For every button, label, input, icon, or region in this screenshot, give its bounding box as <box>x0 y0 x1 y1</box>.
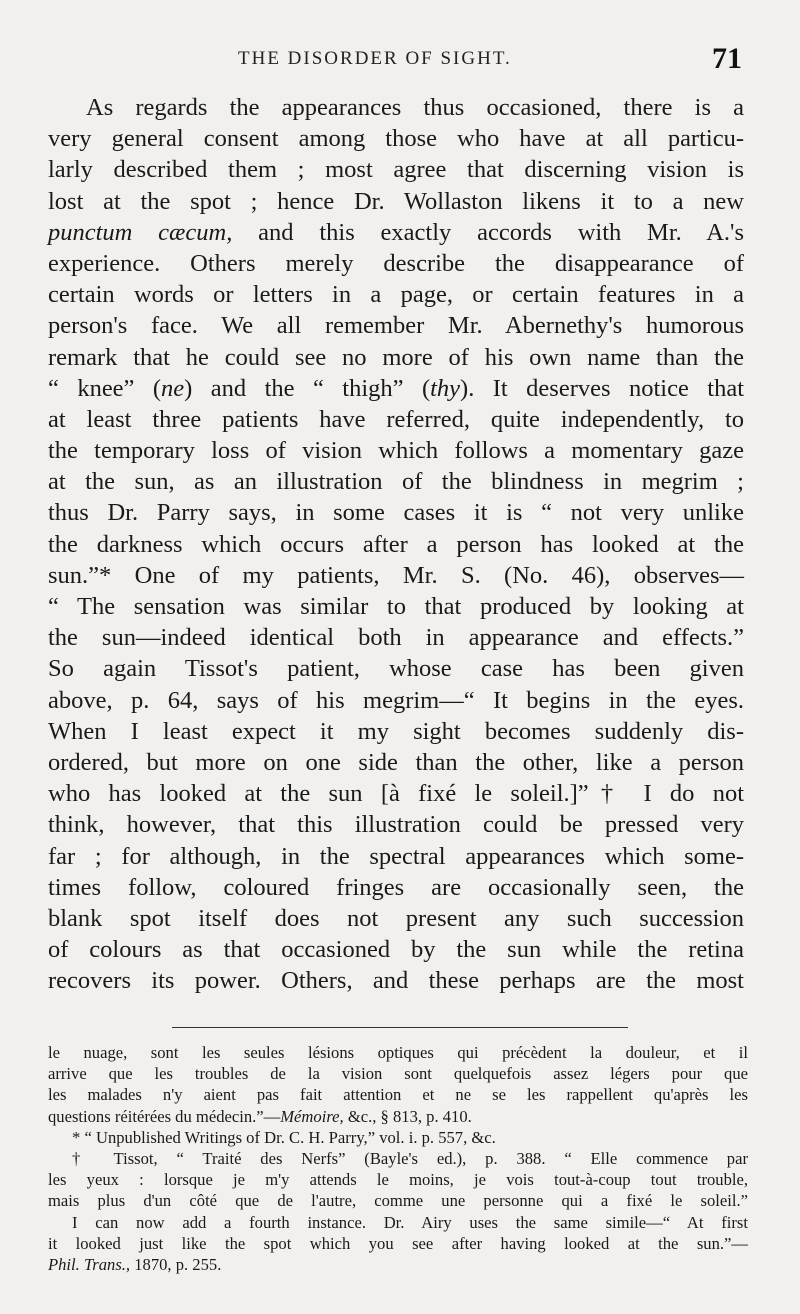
body-line <box>48 248 744 279</box>
footnote-line <box>48 1084 748 1105</box>
body-line <box>48 466 744 497</box>
text-segment: remark that he could see no more of his own name than the <box>48 343 744 371</box>
footnote-line <box>48 1148 748 1169</box>
body-line <box>48 778 744 809</box>
footnote-line <box>48 1106 748 1127</box>
body-line <box>48 92 744 123</box>
page-header <box>0 42 800 82</box>
text-segment: When I least expect it my sight becomes suddenly dis- <box>48 717 744 745</box>
text-segment: and this exactly accords with Mr. A.'s <box>232 218 744 246</box>
body-line <box>48 154 744 185</box>
footnote-line <box>48 1169 748 1190</box>
text-segment: &c., § 813, p. 410. <box>343 1106 472 1126</box>
text-segment: the temporary loss of vision which follows a momentary gaze <box>48 437 744 465</box>
text-segment: les malades n'y aient pas fait attention et ne se les rappellent qu'après les <box>48 1085 748 1105</box>
body-line <box>48 435 744 466</box>
body-line <box>48 404 744 435</box>
text-segment: 1870, p. 255. <box>130 1254 222 1274</box>
body-line <box>48 342 744 373</box>
body-line <box>48 965 744 996</box>
body-line <box>48 529 744 560</box>
text-segment: So again Tissot's patient, whose case has been given <box>48 655 744 683</box>
text-segment: ordered, but more on one side than the other, like a person <box>48 748 744 776</box>
italic-text: punctum cæcum, <box>48 218 233 246</box>
text-segment: recovers its power. Others, and these perhaps are the most <box>48 967 744 995</box>
text-segment: * “ Unpublished Writings of Dr. C. H. Parry,” vol. i. p. 557, &c. <box>72 1127 496 1147</box>
text-segment: ) and the “ thigh” ( <box>184 374 431 402</box>
body-line <box>48 685 744 716</box>
italic-text: Phil. Trans., <box>48 1254 131 1274</box>
text-segment: les yeux : lorsque je m'y attends le moins, je vois tout-à-coup tout trouble, <box>48 1170 748 1190</box>
text-segment: blank spot itself does not present any such succession <box>48 904 744 932</box>
text-segment: questions réitérées du médecin.”— <box>48 1106 281 1126</box>
body-line <box>48 747 744 778</box>
body-line <box>48 123 744 154</box>
running-head: THE DISORDER OF SIGHT. <box>238 48 512 69</box>
footnote-rule <box>172 1027 628 1028</box>
text-segment: ). It deserves notice that <box>460 374 745 402</box>
body-line <box>48 373 744 404</box>
body-line <box>48 186 744 217</box>
body-line <box>48 903 744 934</box>
text-segment: think, however, that this illustration could be pressed very <box>48 811 744 839</box>
italic-text: ne <box>161 374 185 402</box>
footnote-line <box>48 1127 748 1148</box>
text-segment: † Tissot, “ Traité des Nerfs” (Bayle's ed.), p. 388. “ Elle commence par <box>72 1148 748 1168</box>
text-segment: “ knee” ( <box>48 374 162 402</box>
footnote-line <box>48 1233 748 1254</box>
text-segment: it looked just like the spot which you see after having looked at the sun.”— <box>48 1233 748 1253</box>
body-text <box>48 92 744 996</box>
text-segment: sun.”* One of my patients, Mr. S. (No. 46), observes— <box>48 561 744 589</box>
text-segment: far ; for although, in the spectral appearances which some- <box>48 842 744 870</box>
body-line <box>48 716 744 747</box>
body-line <box>48 872 744 903</box>
body-line <box>48 809 744 840</box>
body-line <box>48 217 744 248</box>
body-line <box>48 841 744 872</box>
text-segment: le nuage, sont les seules lésions optiques qui précèdent la douleur, et il <box>48 1043 748 1062</box>
body-line <box>48 560 744 591</box>
italic-text: thy <box>430 374 461 402</box>
text-segment: experience. Others merely describe the disappearance of <box>48 249 744 277</box>
text-segment: thus Dr. Parry says, in some cases it is “ not very unlike <box>48 499 744 527</box>
footnote-line <box>48 1254 748 1275</box>
body-line <box>48 934 744 965</box>
text-segment: of colours as that occasioned by the sun while the retina <box>48 936 744 964</box>
footnote-line <box>48 1190 748 1211</box>
body-line <box>48 653 744 684</box>
text-segment: very general consent among those who have at all particu- <box>48 125 744 153</box>
text-segment: person's face. We all remember Mr. Abernethy's humorous <box>48 312 744 340</box>
text-segment: larly described them ; most agree that discerning vision is <box>48 156 744 184</box>
text-segment: the sun—indeed identical both in appearance and effects.” <box>48 624 744 652</box>
body-line <box>48 279 744 310</box>
text-segment: who has looked at the sun [à fixé le soleil.]”† I do not <box>48 780 744 808</box>
text-segment: the darkness which occurs after a person has looked at the <box>48 530 744 558</box>
text-segment: certain words or letters in a page, or certain features in a <box>48 281 744 309</box>
text-segment: arrive que les troubles de la vision sont quelquefois assez légers pour que <box>48 1064 748 1084</box>
text-segment: at the sun, as an illustration of the blindness in megrim ; <box>48 468 744 496</box>
italic-text: Mémoire, <box>280 1106 344 1126</box>
footnote-line <box>48 1042 748 1063</box>
body-line <box>48 310 744 341</box>
text-segment: I can now add a fourth instance. Dr. Airy uses the same simile—“ At first <box>72 1212 748 1232</box>
footnote-line <box>48 1063 748 1084</box>
text-segment: lost at the spot ; hence Dr. Wollaston likens it to a new <box>48 187 744 215</box>
page-number: 71 <box>712 42 742 75</box>
footnote-line <box>48 1212 748 1233</box>
body-line <box>48 497 744 528</box>
footnotes <box>48 1042 748 1275</box>
text-segment: above, p. 64, says of his megrim—“ It begins in the eyes. <box>48 686 744 714</box>
text-segment: “ The sensation was similar to that produced by looking at <box>48 593 744 620</box>
body-line <box>48 591 744 622</box>
text-segment: at least three patients have referred, quite independently, to <box>48 405 744 433</box>
text-segment: mais plus d'un côté que de l'autre, comme une personne qui a fixé le soleil.” <box>48 1191 748 1211</box>
text-segment: As regards the appearances thus occasioned, there is a <box>86 94 744 121</box>
text-segment: times follow, coloured fringes are occasionally seen, the <box>48 873 744 901</box>
body-line <box>48 622 744 653</box>
